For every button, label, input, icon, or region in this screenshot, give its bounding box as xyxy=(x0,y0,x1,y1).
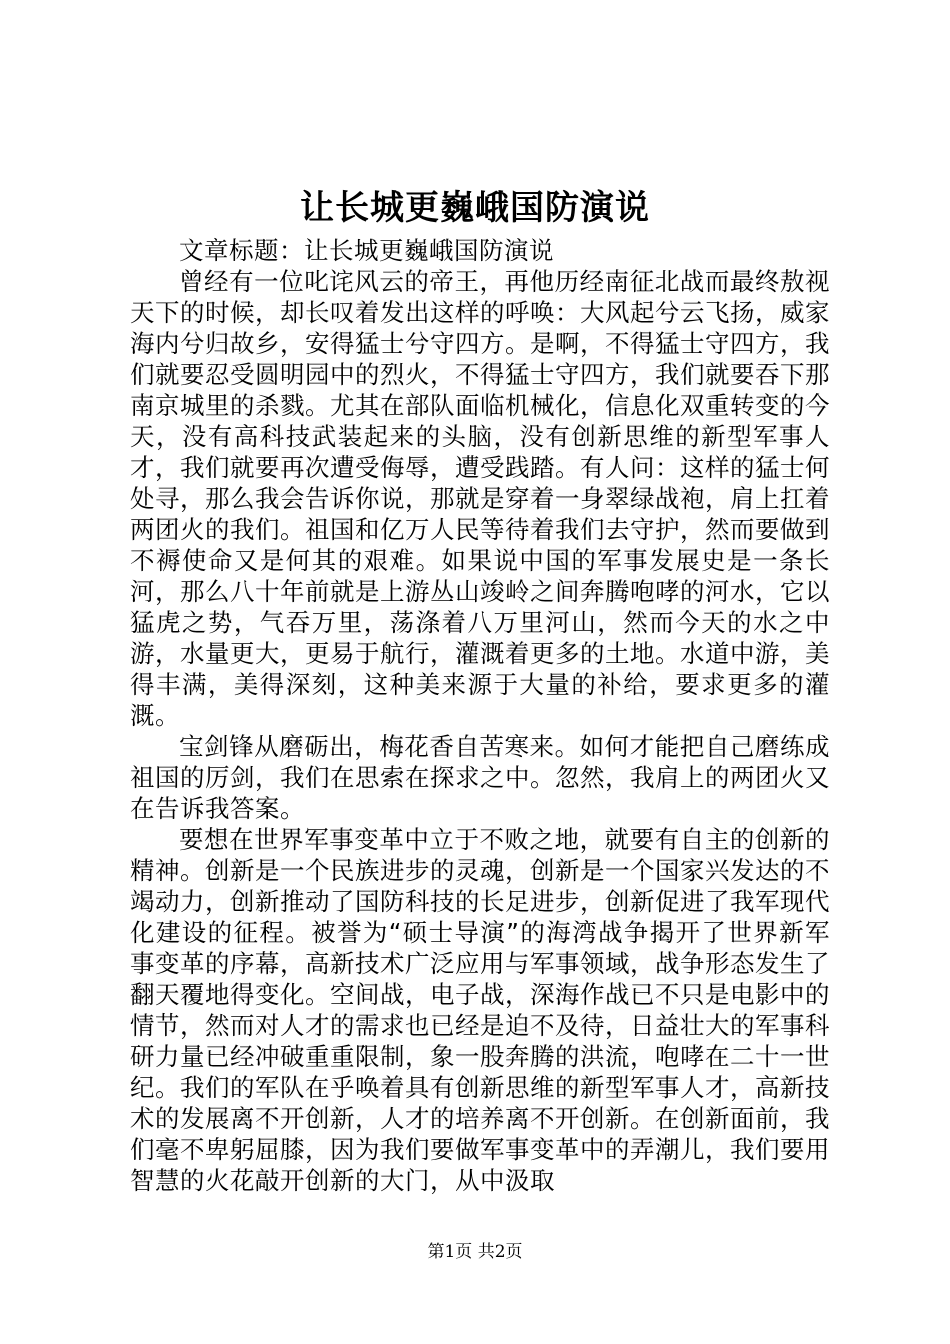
document-title: 让长城更巍峨国防演说 xyxy=(300,188,650,228)
document-body xyxy=(130,235,830,1196)
paragraph-3: 要想在世界军事变革中立于不败之地，就要有自主的创新的精神。创新是一个民族进步的灵魂，创新是一个国家兴发达的不竭动力，创新推动了国防科技的长足进步，创新促进了我军现代化建设的征程。被誉为“硕士导演”的海湾战争揭开了世界新军事变革的序幕，高新技术广泛应用与军事领域，战争形态发生了翻天覆地得变化。空间战，电子战，深海作战已不只是电影中的情节，然而对人才的需求也已经是迫不及待，日益壮大的军事科研力量已经冲破重重限制，象一股奔腾的洪流，咆哮在二十一世纪。我们的军队在乎唤着具有创新思维的新型军事人才，高新技术的发展离不开创新，人才的培养离不开创新。在创新面前，我们毫不卑躬屈膝，因为我们要做军事变革中的弄潮儿，我们要用智慧的火花敲开创新的大门，从中汲取 xyxy=(130,825,830,1195)
article-title-line: 文章标题：让长城更巍峨国防演说 xyxy=(179,236,554,265)
page-indicator: 第1页 共2页 xyxy=(427,1242,523,1262)
paragraph-2: 宝剑锋从磨砺出，梅花香自苦寒来。如何才能把自己磨练成祖国的厉剑，我们在思索在探求之中。忽然，我肩上的两团火又在告诉我答案。 xyxy=(130,732,830,823)
paragraph-1: 曾经有一位叱诧风云的帝王，再他历经南征北战而最终敖视天下的时候，却长叹着发出这样的呼唤：大风起兮云飞扬，威家海内兮归故乡，安得猛士兮守四方。是啊，不得猛士守四方，我们就要忍受圆明园中的烈火，不得猛士守四方，我们就要吞下那南京城里的杀戮。尤其在部队面临机械化，信息化双重转变的今天，没有高科技武装起来的头脑，没有创新思维的新型军事人才，我们就要再次遭受侮辱，遭受践踏。有人问：这样的猛士何处寻，那么我会告诉你说，那就是穿着一身翠绿战袍，肩上扛着两团火的我们。祖国和亿万人民等待着我们去守护，然而要做到不褥使命又是何其的艰难。如果说中国的军事发展史是一条长河，那么八十年前就是上游丛山竣岭之间奔腾咆哮的河水，它以猛虎之势，气吞万里，荡涤着八万里河山，然而今天的水之中游，水量更大，更易于航行，灌溉着更多的土地。水道中游，美得丰满，美得深刻，这种美来源于大量的补给，要求更多的灌溉。 xyxy=(130,267,830,730)
